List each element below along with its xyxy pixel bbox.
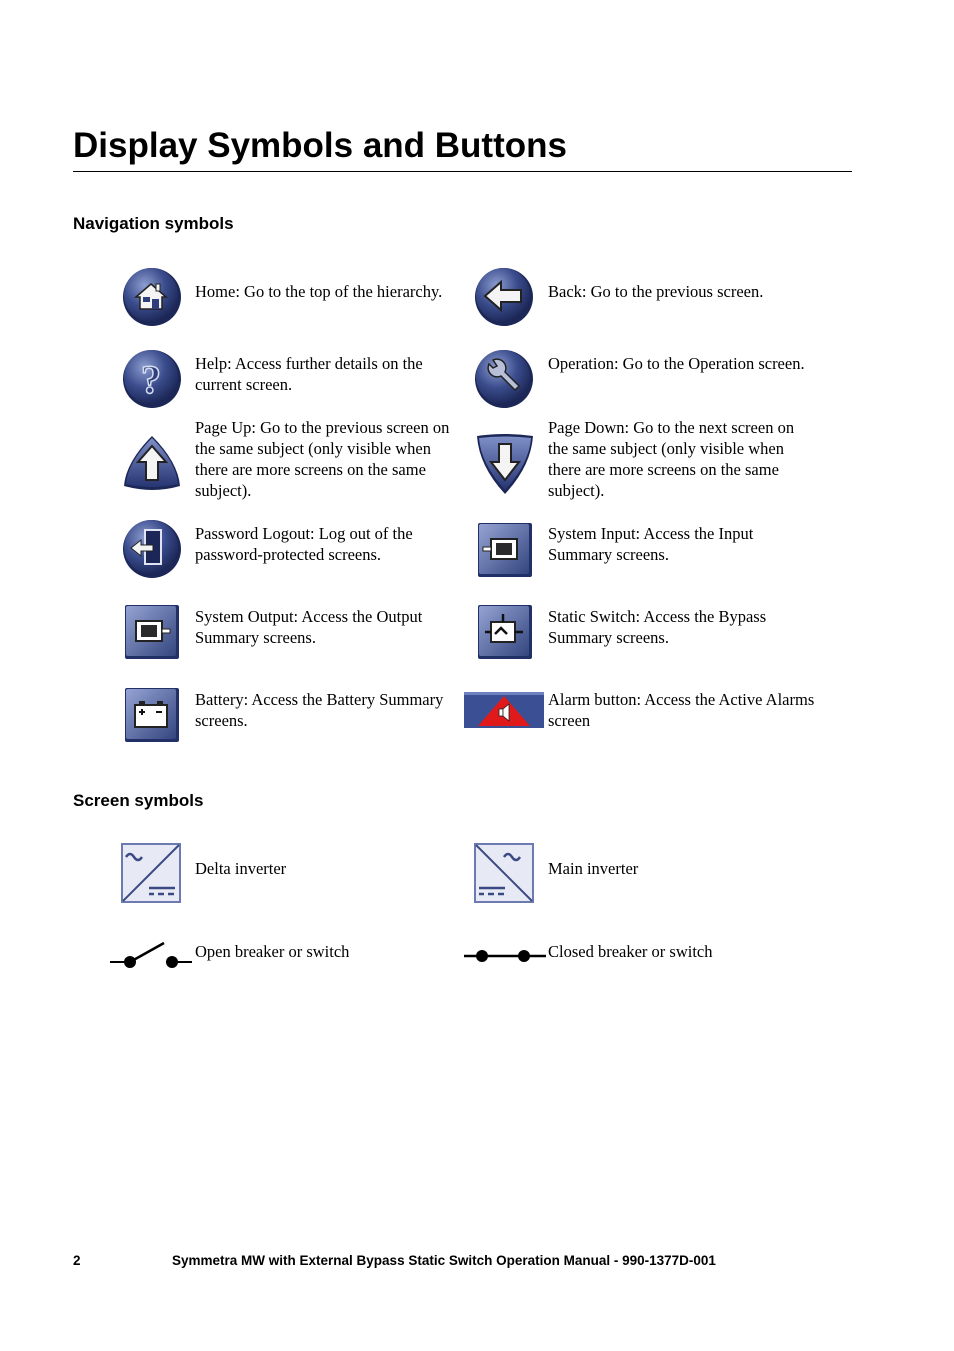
closed-breaker-icon	[464, 938, 546, 972]
system-input-icon	[477, 522, 533, 578]
nav-item-password-logout-text: Password Logout: Log out of the password-protected screens.	[195, 524, 413, 564]
nav-item-system-output-text: System Output: Access the Output Summary screens.	[195, 607, 423, 647]
open-breaker-icon	[110, 938, 192, 972]
nav-item-back-text: Back: Go to the previous screen.	[548, 282, 764, 301]
home-icon	[121, 266, 183, 328]
nav-item-system-input-text: System Input: Access the Input Summary screens.	[548, 524, 754, 564]
page-up-icon	[120, 432, 184, 496]
footer-title: Symmetra MW with External Bypass Static Switch Operation Manual - 990-1377D-001	[172, 1253, 716, 1268]
footer-page-number: 2	[73, 1253, 81, 1268]
screen-item-main-inverter-text: Main inverter	[548, 859, 639, 878]
help-icon	[121, 348, 183, 410]
nav-item-page-down-text: Page Down: Go to the next screen on the same subject (only visible when there are more screens on the same subject).	[548, 418, 795, 500]
delta-inverter-icon	[121, 843, 181, 903]
main-inverter-icon	[474, 843, 534, 903]
nav-item-alarm-text: Alarm button: Access the Active Alarms screen	[548, 690, 815, 730]
password-logout-icon	[121, 518, 183, 580]
nav-item-battery-text: Battery: Access the Battery Summary screens.	[195, 690, 444, 730]
page-down-icon	[473, 432, 537, 496]
nav-item-home-text: Home: Go to the top of the hierarchy.	[195, 282, 443, 301]
page-title: Display Symbols and Buttons	[73, 126, 567, 165]
svg-text:?: ?	[141, 357, 161, 402]
screen-item-delta-inverter-text: Delta inverter	[195, 859, 287, 878]
battery-icon	[124, 687, 180, 743]
nav-item-help-text: Help: Access further details on the current screen.	[195, 354, 423, 394]
nav-item-static-switch-text: Static Switch: Access the Bypass Summary screens.	[548, 607, 767, 647]
screen-symbols-heading: Screen symbols	[73, 791, 204, 810]
system-output-icon	[124, 604, 180, 660]
alarm-icon	[464, 692, 544, 728]
nav-item-operation-text: Operation: Go to the Operation screen.	[548, 354, 805, 373]
back-arrow-icon	[473, 266, 535, 328]
static-switch-icon	[477, 604, 533, 660]
screen-item-open-breaker-text: Open breaker or switch	[195, 942, 350, 961]
title-rule	[73, 171, 852, 172]
screen-item-closed-breaker-text: Closed breaker or switch	[548, 942, 713, 961]
navigation-symbols-heading: Navigation symbols	[73, 214, 234, 233]
nav-item-page-up-text: Page Up: Go to the previous screen on the same subject (only visible when there are more screens on the same subject).	[195, 418, 450, 500]
wrench-icon	[473, 348, 535, 410]
